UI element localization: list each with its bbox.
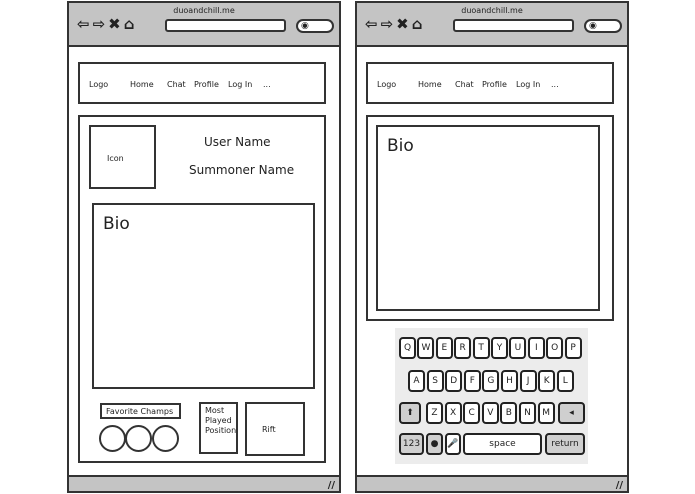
browser-nav-icons[interactable]: ⇦⇨✖⌂ — [365, 15, 426, 33]
key[interactable]: N — [519, 402, 536, 424]
key[interactable]: H — [501, 370, 518, 392]
key[interactable]: R — [454, 337, 471, 359]
nav-more[interactable]: ... — [263, 80, 271, 89]
status-bar — [357, 475, 627, 491]
summoner-name: Summoner Name — [189, 163, 295, 177]
key[interactable]: M — [538, 402, 555, 424]
url-bar[interactable] — [165, 19, 286, 32]
nav-profile[interactable]: Profile — [482, 80, 507, 89]
site-title: duoandchill.me — [461, 6, 523, 15]
resize-handle-icon[interactable]: // — [327, 480, 335, 491]
resize-handle-icon[interactable]: // — [615, 480, 623, 491]
nav-chat[interactable]: Chat — [455, 80, 474, 89]
champ-circle — [125, 425, 152, 452]
key[interactable]: I — [528, 337, 545, 359]
nav-login[interactable]: Log In — [516, 80, 541, 89]
key[interactable]: E — [436, 337, 453, 359]
navbar — [78, 62, 326, 104]
key[interactable]: C — [463, 402, 480, 424]
nav-more[interactable]: ... — [551, 80, 559, 89]
space-key[interactable]: space — [463, 433, 542, 455]
key[interactable]: W — [417, 337, 434, 359]
key[interactable]: O — [546, 337, 563, 359]
key[interactable]: L — [557, 370, 574, 392]
nav-login[interactable]: Log In — [228, 80, 253, 89]
most-played-position: Most Played Position — [199, 402, 238, 454]
return-key[interactable]: return — [545, 433, 585, 455]
key[interactable]: Y — [491, 337, 508, 359]
key[interactable]: F — [464, 370, 481, 392]
key[interactable]: V — [482, 402, 499, 424]
nav-logo[interactable]: Logo — [377, 80, 397, 89]
bio-input[interactable] — [376, 125, 600, 311]
key[interactable]: U — [509, 337, 526, 359]
icon-label: Icon — [107, 154, 124, 163]
search-icon[interactable]: ◉ — [584, 19, 622, 33]
shift-key[interactable]: ⬆ — [399, 402, 421, 424]
nav-logo[interactable]: Logo — [89, 80, 109, 89]
microphone-icon[interactable]: 🎤 — [445, 433, 461, 455]
bio-label: Bio — [103, 214, 130, 234]
key[interactable]: A — [408, 370, 425, 392]
nav-home[interactable]: Home — [418, 80, 442, 89]
navbar — [366, 62, 614, 104]
favorite-champs-label: Favorite Champs — [100, 403, 181, 419]
key[interactable]: X — [445, 402, 462, 424]
rift-box: Rift — [245, 402, 305, 456]
numbers-key[interactable]: 123 — [399, 433, 424, 455]
key[interactable]: J — [520, 370, 537, 392]
search-icon[interactable]: ◉ — [296, 19, 334, 33]
key[interactable]: T — [473, 337, 490, 359]
nav-profile[interactable]: Profile — [194, 80, 219, 89]
browser-nav-icons[interactable]: ⇦⇨✖⌂ — [77, 15, 138, 33]
key[interactable]: P — [565, 337, 582, 359]
status-bar — [69, 475, 339, 491]
key[interactable]: Q — [399, 337, 416, 359]
url-bar[interactable] — [453, 19, 574, 32]
key[interactable]: G — [482, 370, 499, 392]
bio-label: Bio — [387, 136, 414, 156]
key[interactable]: Z — [426, 402, 443, 424]
user-name: User Name — [204, 135, 271, 149]
key[interactable]: S — [427, 370, 444, 392]
site-title: duoandchill.me — [173, 6, 235, 15]
browser-toolbar — [357, 3, 627, 47]
nav-home[interactable]: Home — [130, 80, 154, 89]
key[interactable]: B — [500, 402, 517, 424]
key[interactable]: D — [445, 370, 462, 392]
globe-icon[interactable]: ● — [426, 433, 443, 455]
champ-circle — [152, 425, 179, 452]
key[interactable]: K — [538, 370, 555, 392]
browser-toolbar — [69, 3, 339, 47]
champ-circle — [99, 425, 126, 452]
bio-box — [92, 203, 315, 389]
backspace-key[interactable]: ◂ — [558, 402, 585, 424]
profile-icon — [89, 125, 156, 189]
nav-chat[interactable]: Chat — [167, 80, 186, 89]
